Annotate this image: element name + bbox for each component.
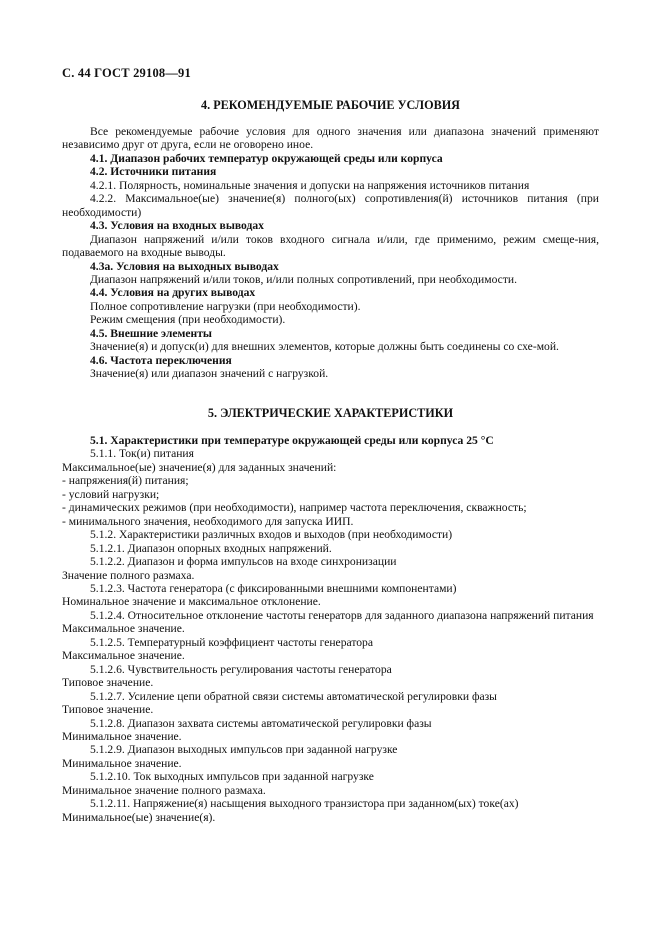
section-4-intro: Все рекомендуемые рабочие условия для одного значения или диапазона значений применяют независимо друг от друга, если не оговорено иное. — [62, 125, 599, 152]
heading-4-5: 4.5. Внешние элементы — [90, 326, 212, 340]
text-line: Типовое значение. — [62, 676, 154, 690]
heading-4-3a: 4.3а. Условия на выходных выводах — [90, 259, 279, 273]
paragraph-4-4-bias: Режим смещения (при необходимости). — [90, 313, 286, 327]
text-line: - динамических режимов (при необходимости), например частота переключения, скважность; — [62, 501, 527, 515]
heading-4-1: 4.1. Диапазон рабочих температур окружающей среды или корпуса — [90, 151, 443, 165]
section-4-title: 4. РЕКОМЕНДУЕМЫЕ РАБОЧИЕ УСЛОВИЯ — [201, 98, 460, 112]
paragraph-4-3: Диапазон напряжений и/или токов входного сигнала и/или, где применимо, режим смеще-ния, подаваемого на входные выводы. — [62, 232, 599, 260]
heading-4-6: 4.6. Частота переключения — [90, 353, 232, 367]
text-line: 5.1.2.5. Температурный коэффициент частоты генератора — [90, 635, 374, 649]
text-line: 5.1.2.1. Диапазон опорных входных напряжений. — [90, 541, 332, 555]
text-line: - условий нагрузки; — [62, 487, 160, 501]
text-line: Максимальное(ые) значение(я) для заданных значений: — [62, 460, 337, 474]
text-line: - минимального значения, необходимого для запуска ИИП. — [62, 514, 354, 528]
text-line: 5.1.2.11. Напряжение(я) насыщения выходного транзистора при заданном(ых) токе(ах) — [90, 797, 519, 811]
section-5-title: 5. ЭЛЕКТРИЧЕСКИЕ ХАРАКТЕРИСТИКИ — [207, 406, 454, 420]
heading-4-2: 4.2. Источники питания — [90, 165, 217, 179]
paragraph-4-6: Значение(я) или диапазон значений с нагрузкой. — [90, 367, 329, 381]
text-line: Минимальное значение полного размаха. — [62, 783, 266, 797]
text-line: 5.1.2.10. Ток выходных импульсов при заданной нагрузке — [90, 770, 374, 784]
section-5-list-b — [62, 622, 599, 824]
paragraph-4-3a: Диапазон напряжений и/или токов, и/или полных сопротивлений, при необходимости. — [90, 272, 517, 286]
text-line: Номинальное значение и максимальное отклонение. — [62, 595, 321, 609]
text-line: 5.1.2.7. Усиление цепи обратной связи системы автоматической регулировки фазы — [90, 689, 497, 703]
paragraph-4-2-1: 4.2.1. Полярность, номинальные значения и допуски на напряжения источников питания — [90, 178, 530, 192]
text-line: 5.1.2.9. Диапазон выходных импульсов при заданной нагрузке — [90, 743, 398, 757]
text-line: Минимальное значение. — [62, 729, 182, 743]
page-header: С. 44 ГОСТ 29108—91 — [62, 66, 191, 80]
heading-4-4: 4.4. Условия на других выводах — [90, 286, 256, 300]
section-4-body — [62, 125, 599, 381]
paragraph-5-1-2-4: 5.1.2.4. Относительное отклонение частоты генераторв для заданного диапазона напряжений питания — [90, 608, 594, 622]
heading-4-3: 4.3. Условия на входных выводах — [90, 219, 264, 233]
text-line: - напряжения(й) питания; — [62, 474, 189, 488]
text-line: 5.1.2.2. Диапазон и форма импульсов на входе синхронизации — [90, 555, 397, 569]
text-line: 5.1.2.8. Диапазон захвата системы автоматической регулировки фазы — [90, 716, 432, 730]
text-line: Максимальное значение. — [62, 649, 185, 663]
text-line: 5.1.2. Характеристики различных входов и выходов (при необходимости) — [90, 528, 453, 542]
text-line: 5.1.2.3. Частота генератора (с фиксированными внешними компонентами) — [90, 581, 457, 595]
heading-5-1: 5.1. Характеристики при температуре окружающей среды или корпуса 25 °С — [90, 434, 494, 447]
text-line: Значение полного размаха. — [62, 568, 195, 582]
paragraph-4-4-load: Полное сопротивление нагрузки (при необходимости). — [90, 299, 361, 313]
paragraph-4-2-2: 4.2.2. Максимальное(ые) значение(я) полного(ых) сопротивления(й) источников питания (при необходимости) — [62, 192, 599, 219]
text-line: Типовое значение. — [62, 703, 154, 717]
text-line: Максимальное значение. — [62, 622, 185, 636]
text-line: 5.1.2.6. Чувствительность регулирования частоты генератора — [90, 662, 392, 676]
section-5-body — [62, 434, 599, 824]
section-5-list-a — [62, 447, 599, 608]
text-line: Минимальное(ые) значение(я). — [62, 810, 216, 824]
text-line: 5.1.1. Ток(и) питания — [90, 447, 194, 461]
text-line: Минимальное значение. — [62, 756, 182, 770]
paragraph-4-5: Значение(я) и допуск(и) для внешних элементов, которые должны быть соединены со схе-мой. — [90, 340, 559, 354]
